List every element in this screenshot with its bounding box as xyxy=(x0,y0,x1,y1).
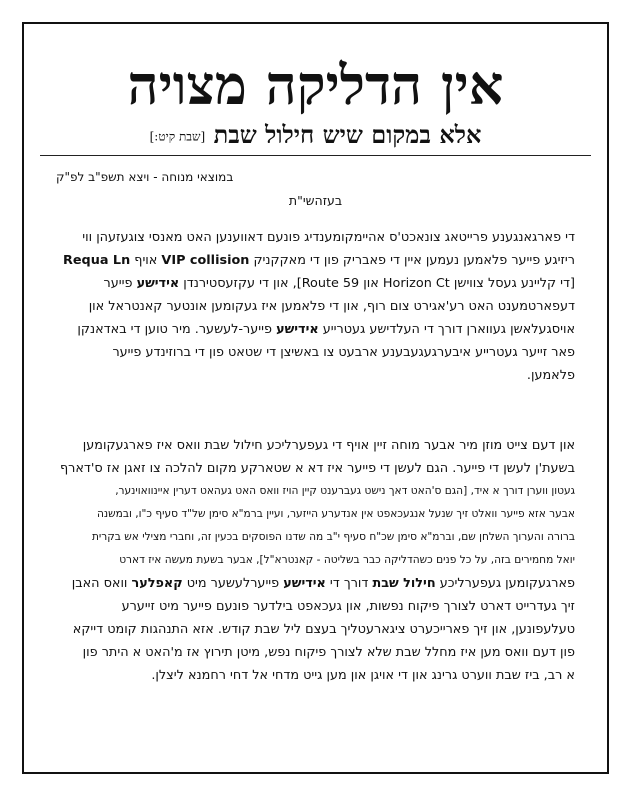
page-subtitle xyxy=(24,120,607,152)
text-line: בשעת'ן לעשן די פייער. הגם לעשן די פייער איז דא א שטארקע מקום להלכה צו זאגן אז ס'דארף xyxy=(59,461,575,476)
page-title: אין הדליקה מצויה xyxy=(127,53,504,117)
page-border xyxy=(22,22,609,774)
title-divider xyxy=(40,155,591,156)
bsd-heading: בעזהשי"ת xyxy=(288,193,343,208)
text-line: די פארגאנגענע פרייטאג צונאכט'ס אהיימקומענדיג פונעם דאווענען האט מאנסי צוגעזעהן ווי xyxy=(82,230,575,245)
text-line: אויסגעלאשן געווארן דורך די העלדישע געטרייע אידישע פייער-לעשער. מיר טוען די באדאנקן xyxy=(77,322,575,337)
text-line: יואל מחמירים בזה, על כל פנים כשהדליקה כבר בשליטה - קאנטרא"ל], אבער בשעת מעשה איז דארט xyxy=(119,554,575,566)
text-line: דעפארטמענט האט רע'אגירט צום רוף, און די פלאמען איז געקומען אונטער קאנטראל און xyxy=(88,299,575,314)
text-line: ברורה והערוך השלחן שם, וברמ"א סימן שכ"ח סעיף י"ב מה שדנו הפוסקים בכעין זה, וחברי מצילי אש בקרית xyxy=(91,531,575,543)
paragraph-1 xyxy=(58,226,575,387)
subtitle-text: אלא במקום שיש חילול שבת xyxy=(213,120,482,149)
text-line: און דעם צייט מוזן מיר אבער מוחה זיין אויף די געפערליכע חילול שבת וואס איז פארגעקומען xyxy=(82,438,575,453)
text-line: פון דעם וואס מען איז מחלל שבת שלא לצורך פיקוח נפש, מיטן תירוץ אז מ'האט א היתר פון xyxy=(82,645,575,660)
text-line: פארגעקומען געפערליכע חילול שבת דורך די אידישע פייערלעשער מיט קאפלער וואס האבן xyxy=(71,576,575,591)
text-line: פאר זייער געטרייע איבערגעגעבענע ארבעט צו באשיצן די שטאט פון די ברוזינדע פייער xyxy=(112,345,575,360)
paragraph-2 xyxy=(58,434,575,687)
text-line: זיך געדרייט דארט לצורך פיקוח נפשות, און געכאפט בילדער פונעם פייער מיט זייערע xyxy=(121,599,575,614)
text-line: [די קליינע געסל צווישן Horizon Ct און Route 59], און די עקזעסטירנדן אידישע פייער xyxy=(103,276,575,291)
text-line: פלאמען. xyxy=(526,368,575,383)
text-line: געטון ווערן דורך א איד, [הגם ס'האט דאך נישט געברענט קיין הויז וואס האט געהאט דערין איינוואוינער, xyxy=(115,485,575,497)
subtitle-source: [שבת קיט:] xyxy=(149,129,206,144)
text-line: טעלעפונען, און זיך פארייכערט ציגארעטליך בעצם ליל שבת קודש. אזא התנהגות קומט דייקא xyxy=(72,622,575,637)
text-line: ריזיגע פייער פלאמען נעמען איין די פאבריק פון די מאקקניק VIP collision אויף Requa Ln xyxy=(63,253,575,268)
dateline: במוצאי מנוחה - ויצא תשפ"ב לפ"ק xyxy=(56,170,234,184)
text-line: אבער אזא פייער וואלט זיך שנעל אנגעכאפט אין אנדערע הייזער, ועיין ברמ"א סימן של"ד סעיף כ"ו, ובמשנה xyxy=(96,508,575,520)
text-line: א רב, ביז שבת ווערט גרינג און די אויגן און מען גייט מדחי אל דחי רחמנא ליצלן. xyxy=(151,668,575,683)
